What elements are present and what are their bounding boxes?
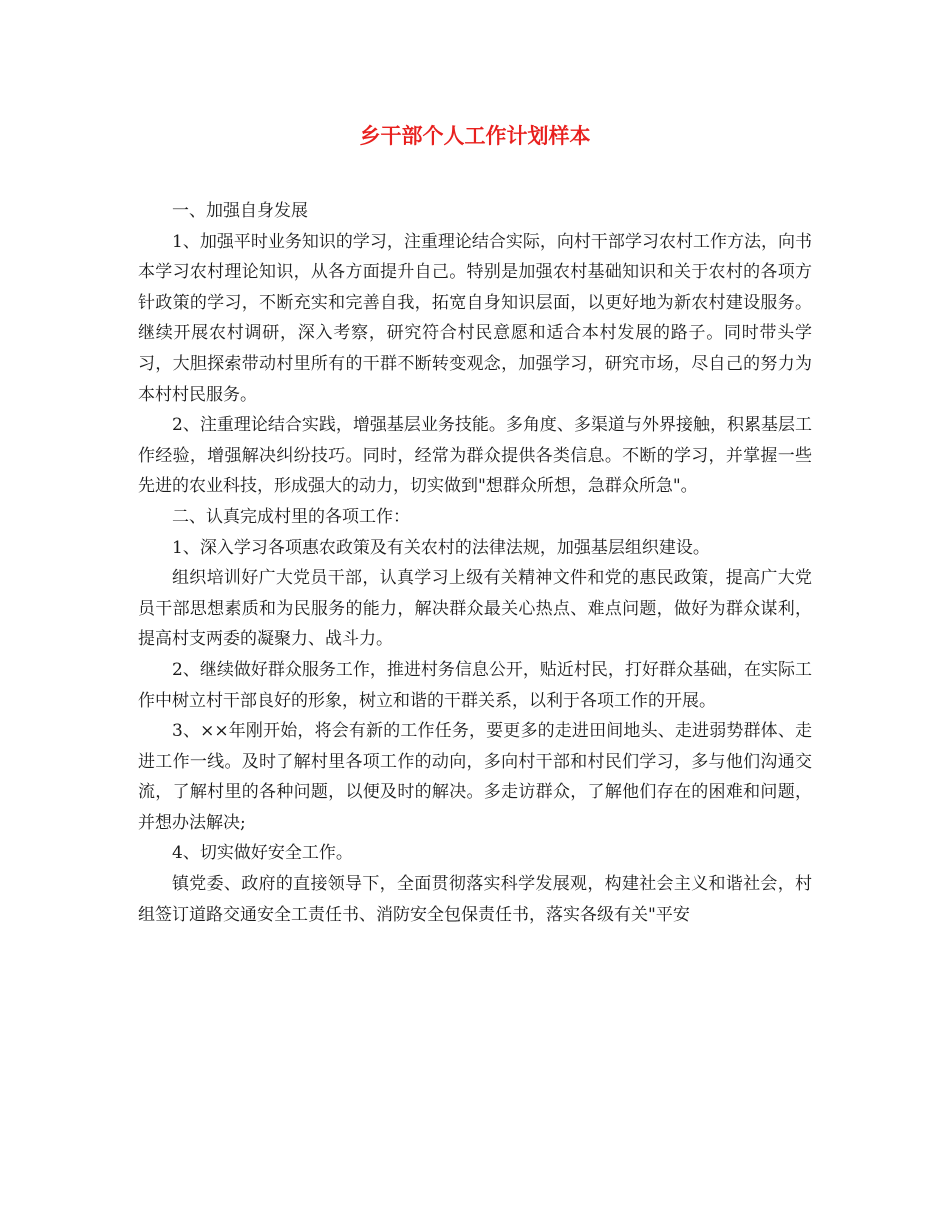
document-title: 乡干部个人工作计划样本 [359, 123, 591, 148]
paragraph: 2、注重理论结合实践，增强基层业务技能。多角度、多渠道与外界接触，积累基层工作经验，增强解决纠纷技巧。同时，经常为群众提供各类信息。不断的学习，并掌握一些先进的农业科技，形成强大的动力，切实做到"想群众所想，急群众所急"。 [138, 415, 812, 497]
paragraph: 3、××年刚开始，将会有新的工作任务，要更多的走进田间地头、走进弱势群体、走进工作一线。及时了解村里各项工作的动向，多向村干部和村民们学习，多与他们沟通交流，了解村里的各种问题，以便及时的解决。多走访群众，了解他们存在的困难和问题，并想办法解决; [138, 721, 812, 833]
paragraph: 1、加强平时业务知识的学习，注重理论结合实际，向村干部学习农村工作方法，向书本学习农村理论知识，从各方面提升自己。特别是加强农村基础知识和关于农村的各项方针政策的学习，不断充实和完善自我，拓宽自身知识层面，以更好地为新农村建设服务。继续开展农村调研，深入考察，研究符合村民意愿和适合本村发展的路子。同时带头学习，大胆探索带动村里所有的干群不断转变观念，加强学习，研究市场，尽自己的努力为本村村民服务。 [138, 231, 812, 405]
paragraph: 1、深入学习各项惠农政策及有关农村的法律法规，加强基层组织建设。 [172, 537, 710, 558]
paragraph: 4、切实做好安全工作。 [172, 843, 353, 864]
section-heading: 一、加强自身发展 [172, 201, 308, 221]
section-heading: 二、认真完成村里的各项工作： [172, 506, 410, 527]
paragraph: 镇党委、政府的直接领导下，全面贯彻落实科学发展观，构建社会主义和谐社会，村组签订道路交通安全工责任书、消防安全包保责任书，落实各级有关"平安 [138, 874, 812, 925]
document-body [138, 196, 812, 930]
paragraph: 组织培训好广大党员干部，认真学习上级有关精神文件和党的惠民政策，提高广大党员干部思想素质和为民服务的能力，解决群众最关心热点、难点问题，做好为群众谋利，提高村支两委的凝聚力、战斗力。 [138, 568, 812, 650]
paragraph: 2、继续做好群众服务工作，推进村务信息公开，贴近村民，打好群众基础，在实际工作中树立村干部良好的形象，树立和谐的干群关系，以利于各项工作的开展。 [138, 659, 812, 711]
